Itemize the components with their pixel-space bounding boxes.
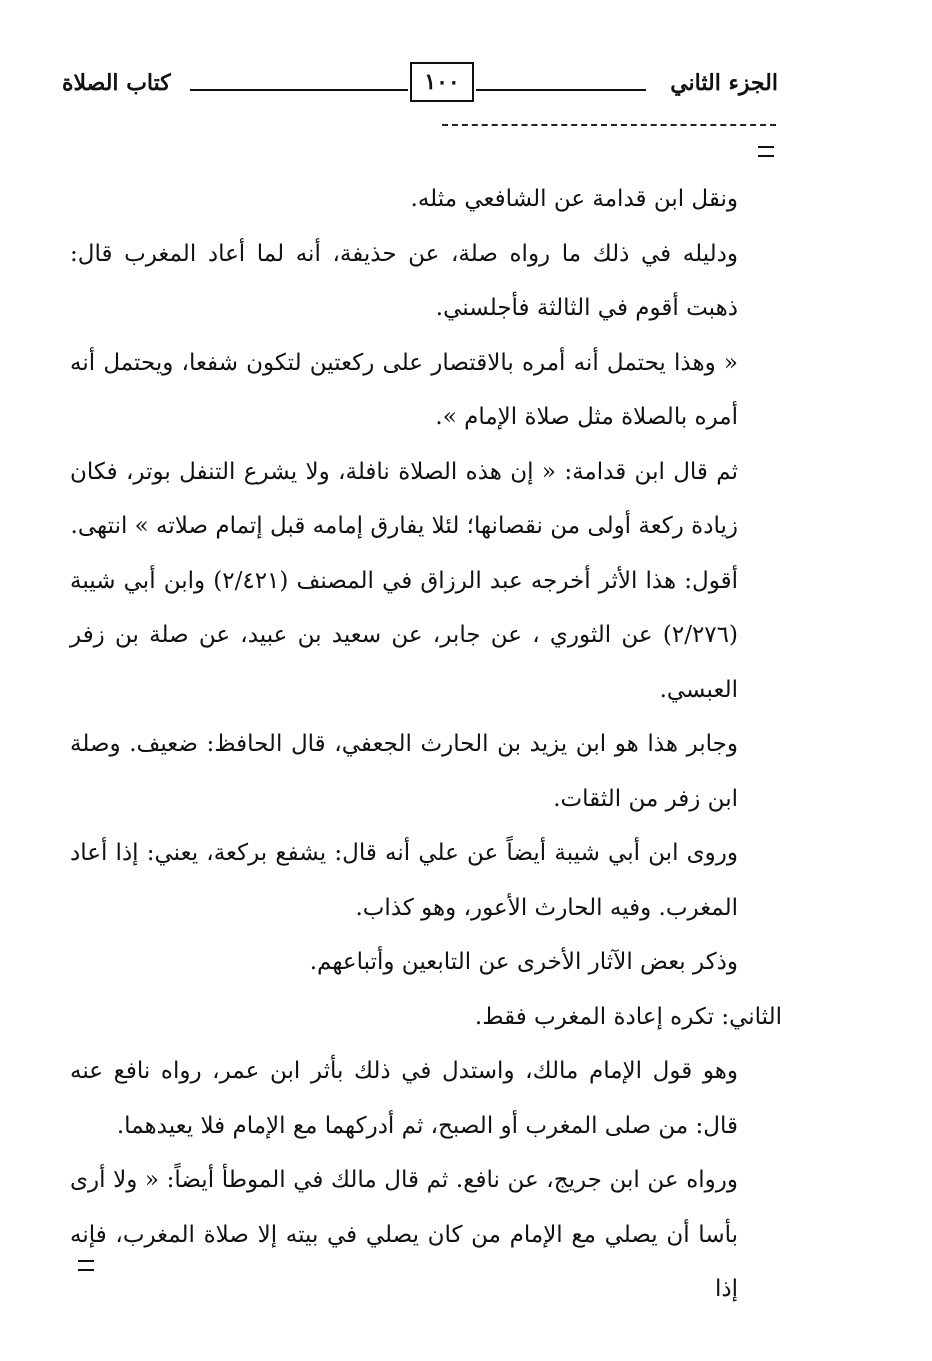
page-body xyxy=(70,172,782,1317)
page-header xyxy=(62,62,778,118)
continuation-mark-bottom xyxy=(78,1260,94,1271)
paragraph: وجابر هذا هو ابن يزيد بن الحارث الجعفي، قال الحافظ: ضعيف. وصلة ابن زفر من الثقات. xyxy=(70,731,738,812)
header-rule-right xyxy=(476,89,646,91)
paragraph: أقول: هذا الأثر أخرجه عبد الرزاق في المصنف (٢/٤٢١) وابن أبي شيبة (٢/٢٧٦) عن الثوري ، عن جابر، عن سعيد بن عبيد، عن صلة بن زفر العبسي. xyxy=(70,567,738,703)
continuation-mark-top xyxy=(758,146,774,157)
quotation-paragraph: « وهذا يحتمل أنه أمره بالاقتصار على ركعتين لتكون شفعا، ويحتمل أنه أمره بالصلاة مثل صلاة الإمام ». xyxy=(70,349,738,430)
book-title: كتاب الصلاة xyxy=(62,70,171,96)
section-heading: الثاني: تكره إعادة المغرب فقط. xyxy=(474,1003,782,1030)
paragraph: وروى ابن أبي شيبة أيضاً عن علي أنه قال: يشفع بركعة، يعني: إذا أعاد المغرب. وفيه الحارث الأعور، وهو كذاب. xyxy=(70,840,738,921)
paragraph: ودليله في ذلك ما رواه صلة، عن حذيفة، أنه لما أعاد المغرب قال: ذهبت أقوم في الثالثة فأجلسني. xyxy=(70,240,738,321)
header-rule-left xyxy=(190,89,408,91)
paragraph: ونقل ابن قدامة عن الشافعي مثله. xyxy=(410,186,738,212)
paragraph: ورواه عن ابن جريج، عن نافع. ثم قال مالك في الموطأ أيضاً: « ولا أرى بأسا أن يصلي مع الإمام من كان يصلي في بيته إلا صلاة المغرب، فإنه إذا xyxy=(70,1167,739,1302)
paragraph: وذكر بعض الآثار الأخرى عن التابعين وأتباعهم. xyxy=(309,949,738,975)
part-title: الجزء الثاني xyxy=(670,70,778,96)
paragraph: وهو قول الإمام مالك، واستدل في ذلك بأثر ابن عمر، رواه نافع عنه قال: من صلى المغرب أو الصبح، ثم أدركهما مع الإمام فلا يعيدهما. xyxy=(70,1058,738,1139)
paragraph: ثم قال ابن قدامة: « إن هذه الصلاة نافلة، ولا يشرع التنفل بوتر، فكان زيادة ركعة أولى من نقصانها؛ لئلا يفارق إمامه قبل إتمام صلاته » انتهى. xyxy=(70,458,738,539)
header-divider xyxy=(442,124,776,126)
page-number: ١٠٠ xyxy=(410,62,474,102)
